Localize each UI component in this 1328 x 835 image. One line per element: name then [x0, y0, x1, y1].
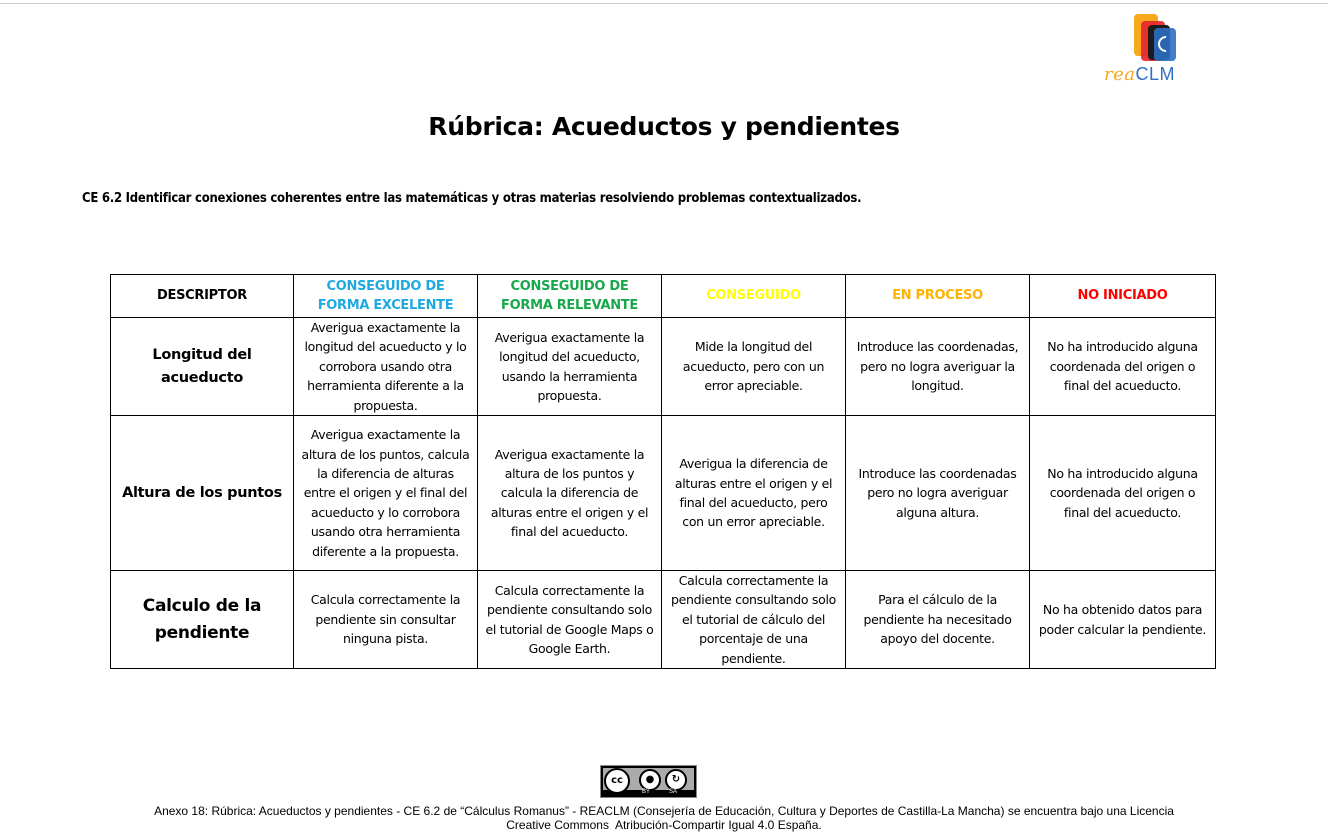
table-cell: Calcula correctamente la pendiente consultando solo el tutorial de cálculo del porcentaje de una pendiente.	[662, 571, 846, 669]
table-cell: Averigua exactamente la altura de los puntos y calcula la diferencia de alturas entre el origen y el final del acueducto.	[478, 416, 662, 571]
table-row	[111, 318, 1216, 416]
header-descriptor: DESCRIPTOR	[111, 275, 294, 318]
top-divider	[0, 3, 1328, 4]
table-row	[111, 416, 1216, 571]
cc-by-sa-badge[interactable]	[600, 765, 697, 798]
rubric-table	[110, 274, 1216, 669]
header-en-proceso: EN PROCESO	[846, 275, 1030, 318]
table-cell: Averigua exactamente la longitud del acueducto, usando la herramienta propuesta.	[478, 318, 662, 416]
table-cell: Calcula correctamente la pendiente sin consultar ninguna pista.	[294, 571, 478, 669]
by-label: BY	[642, 789, 651, 795]
table-cell: Introduce las coordenadas, pero no logra averiguar la longitud.	[846, 318, 1030, 416]
table-cell: No ha obtenido datos para poder calcular la pendiente.	[1030, 571, 1216, 669]
page-title: Rúbrica: Acueductos y pendientes	[428, 112, 900, 141]
reaclm-logo	[1100, 12, 1210, 87]
table-cell: Para el cálculo de la pendiente ha necesitado apoyo del docente.	[846, 571, 1030, 669]
descriptor-cell: Altura de los puntos	[111, 416, 294, 571]
table-cell: Introduce las coordenadas pero no logra averiguar alguna altura.	[846, 416, 1030, 571]
header-no-iniciado: NO INICIADO	[1030, 275, 1216, 318]
header-excelente: CONSEGUIDO DE FORMA EXCELENTE	[294, 275, 478, 318]
footer-line-1: Anexo 18: Rúbrica: Acueductos y pendientes - CE 6.2 de “Cálculus Romanus” - REACLM (Consejería de Educación, Cultura y Deportes de Castilla-La Mancha) se encuentra bajo una Licencia	[154, 804, 1174, 818]
criterion-text: CE 6.2 Identificar conexiones coherentes entre las matemáticas y otras materias resolviendo problemas contextualizados.	[82, 191, 862, 206]
table-cell: Averigua exactamente la longitud del acueducto y lo corrobora usando otra herramienta diferente a la propuesta.	[294, 318, 478, 416]
table-cell: Calcula correctamente la pendiente consultando solo el tutorial de Google Maps o Google Earth.	[478, 571, 662, 669]
descriptor-cell: Longitud del acueducto	[111, 318, 294, 416]
table-cell: No ha introducido alguna coordenada del origen o final del acueducto.	[1030, 416, 1216, 571]
header-conseguido: CONSEGUIDO	[662, 275, 846, 318]
logo-text: reaCLM	[1104, 64, 1176, 85]
cc-icon: cc	[604, 768, 630, 794]
license-footer	[0, 804, 1328, 832]
table-cell: Averigua exactamente la altura de los puntos, calcula la diferencia de alturas entre el origen y el final del acueducto y lo corrobora usando otra herramienta diferente a la propuesta.	[294, 416, 478, 571]
share-alike-icon: ↻	[665, 769, 687, 791]
sa-label: SA	[669, 789, 678, 795]
table-cell: No ha introducido alguna coordenada del origen o final del acueducto.	[1030, 318, 1216, 416]
table-cell: Averigua la diferencia de alturas entre el origen y el final del acueducto, pero con un error apreciable.	[662, 416, 846, 571]
table-cell: Mide la longitud del acueducto, pero con un error apreciable.	[662, 318, 846, 416]
descriptor-cell: Calculo de la pendiente	[111, 571, 294, 669]
header-row	[111, 275, 1216, 318]
attribution-icon: ●	[639, 769, 661, 791]
header-relevante: CONSEGUIDO DE FORMA RELEVANTE	[478, 275, 662, 318]
table-row	[111, 571, 1216, 669]
footer-line-2: Creative Commons Atribución-Compartir Igual 4.0 España.	[506, 818, 822, 832]
